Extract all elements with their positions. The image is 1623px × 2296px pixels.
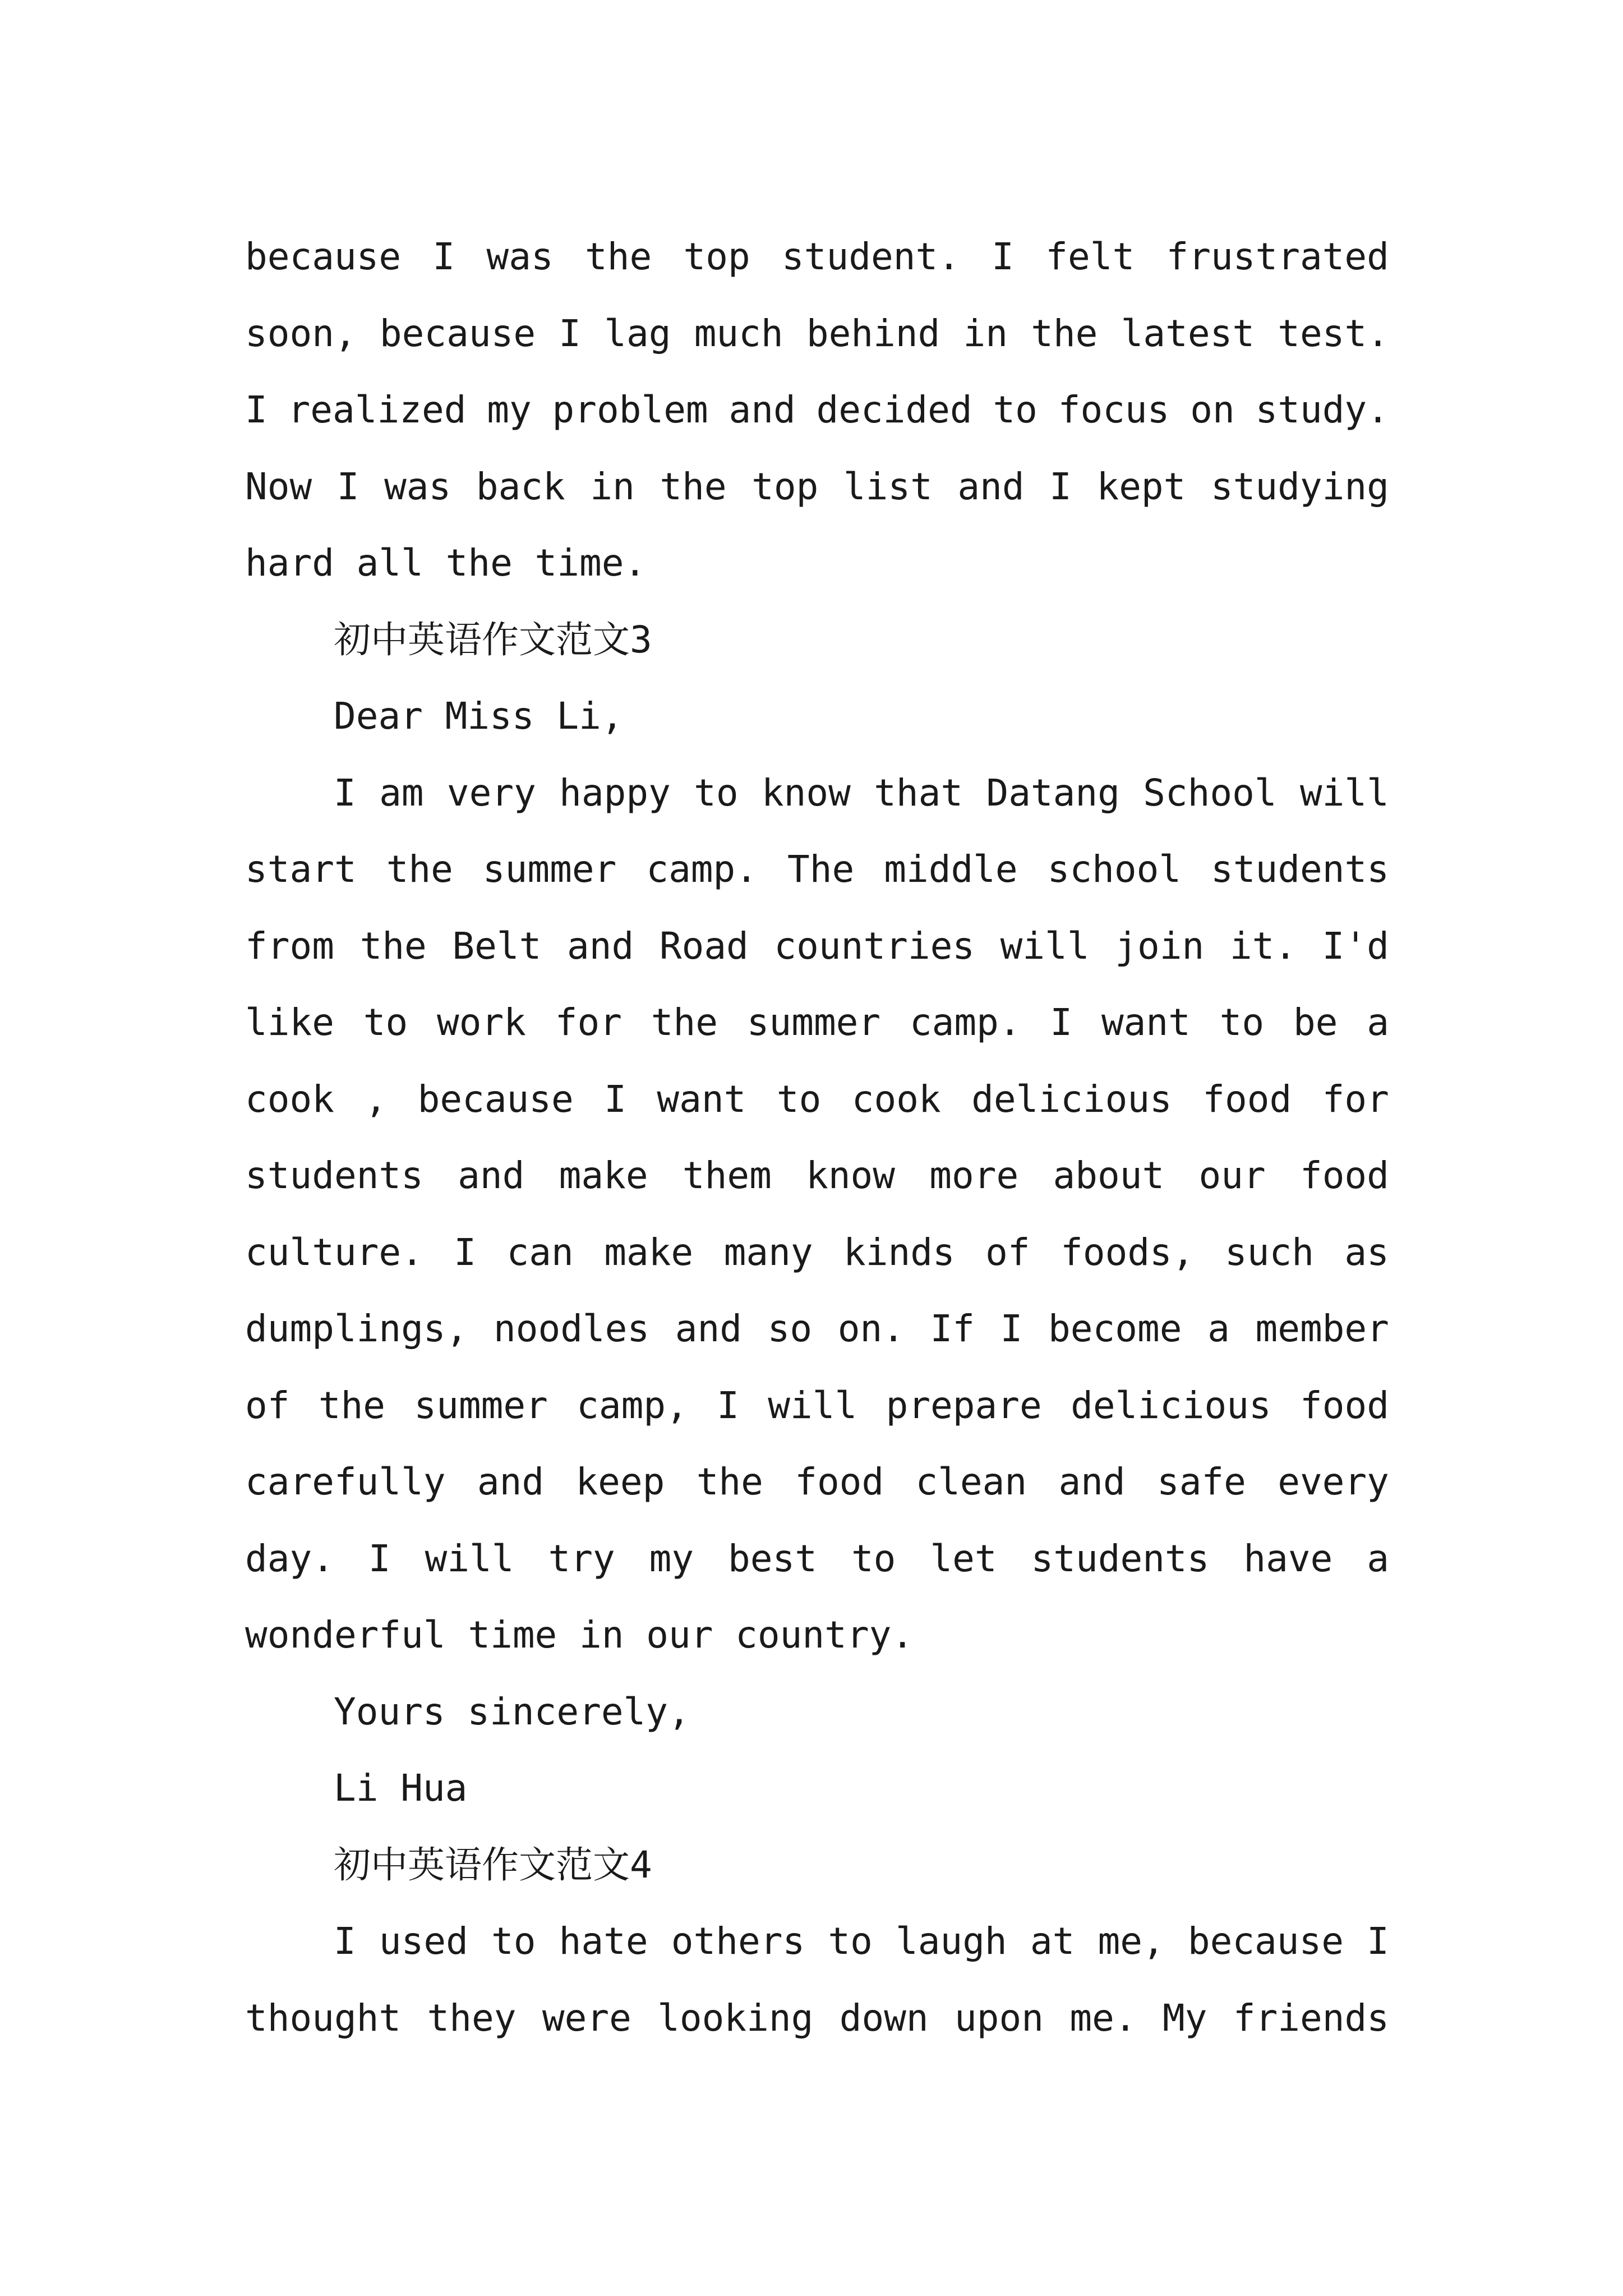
word: my xyxy=(487,388,532,431)
word: friends xyxy=(1233,1996,1389,2040)
text-line xyxy=(245,1214,1389,1291)
text-line xyxy=(245,449,1389,526)
word: join xyxy=(1115,924,1205,968)
word: make xyxy=(559,1154,648,1197)
word: the xyxy=(359,924,427,968)
word: will xyxy=(768,1383,857,1427)
word: start xyxy=(245,848,357,891)
word: I xyxy=(559,311,582,355)
word: on xyxy=(1190,388,1235,431)
word: kept xyxy=(1096,464,1186,508)
word: I xyxy=(432,235,455,278)
word: for xyxy=(1322,1077,1389,1121)
word: best xyxy=(728,1536,817,1580)
word: from xyxy=(245,924,334,968)
word: on. xyxy=(837,1307,905,1350)
word: frustrated xyxy=(1166,235,1389,278)
word: the xyxy=(585,235,652,278)
word: and xyxy=(957,464,1025,508)
word: to xyxy=(363,1001,408,1044)
word: to xyxy=(776,1077,822,1121)
word: others xyxy=(671,1920,805,1963)
word: test. xyxy=(1278,311,1389,355)
word: list xyxy=(843,464,933,508)
word: I xyxy=(245,388,268,431)
word: more xyxy=(929,1154,1019,1197)
word: , xyxy=(365,1077,388,1121)
word: School xyxy=(1143,771,1277,815)
text-line xyxy=(245,1521,1389,1598)
word: upon xyxy=(955,1996,1044,2040)
word: top xyxy=(683,235,750,278)
text-line: hard all the time. xyxy=(245,541,647,585)
word: such xyxy=(1224,1230,1314,1274)
letter-closing: Yours sincerely, xyxy=(334,1690,690,1733)
section-heading: 初中英语作文范文3 xyxy=(334,618,652,661)
word: have xyxy=(1243,1536,1333,1580)
text-line xyxy=(245,1368,1389,1444)
word: many xyxy=(723,1230,813,1274)
word: because xyxy=(417,1077,574,1121)
document-body xyxy=(245,219,1389,2056)
word: am xyxy=(379,771,424,815)
word: Road xyxy=(659,924,749,968)
word: used xyxy=(379,1920,468,1963)
word: know xyxy=(761,771,851,815)
word: lag xyxy=(604,311,671,355)
letter-signature: Li Hua xyxy=(334,1766,468,1810)
word: student. xyxy=(782,235,960,278)
word: soon, xyxy=(245,311,357,355)
word: safe xyxy=(1156,1460,1246,1503)
word: summer xyxy=(414,1383,548,1427)
word: thought xyxy=(245,1996,402,2040)
word: students xyxy=(1031,1536,1210,1580)
text-line xyxy=(245,755,1389,832)
word: become xyxy=(1048,1307,1182,1350)
word: decided xyxy=(816,388,972,431)
word: member xyxy=(1255,1307,1389,1350)
word: studying xyxy=(1210,464,1389,508)
word: kinds xyxy=(843,1230,955,1274)
text-line xyxy=(245,984,1389,1061)
word: Datang xyxy=(986,771,1120,815)
word: latest xyxy=(1121,311,1255,355)
word: hate xyxy=(559,1920,648,1963)
word: students xyxy=(1211,848,1389,891)
word: delicious xyxy=(1071,1383,1271,1427)
word: the xyxy=(660,464,727,508)
word: it. xyxy=(1229,924,1297,968)
word: will xyxy=(1299,771,1389,815)
word: I xyxy=(334,1920,356,1963)
word: middle xyxy=(884,848,1018,891)
word: I xyxy=(336,464,359,508)
text-line xyxy=(245,219,1389,296)
word: the xyxy=(386,848,453,891)
word: to xyxy=(1219,1001,1265,1044)
word: back xyxy=(476,464,565,508)
word: food xyxy=(795,1460,884,1503)
word: foods, xyxy=(1061,1230,1195,1274)
word: behind xyxy=(806,311,940,355)
word: dumplings, xyxy=(245,1307,468,1350)
word: be xyxy=(1293,1001,1338,1044)
word: Belt xyxy=(452,924,542,968)
word: and xyxy=(458,1154,525,1197)
word: summer xyxy=(746,1001,881,1044)
word: work xyxy=(437,1001,526,1044)
word: them xyxy=(682,1154,772,1197)
word: because xyxy=(245,235,402,278)
word: let xyxy=(930,1536,997,1580)
word: I xyxy=(454,1230,477,1274)
section-heading: 初中英语作文范文4 xyxy=(334,1843,652,1887)
word: so xyxy=(767,1307,813,1350)
text-line xyxy=(245,1903,1389,1980)
word: Now xyxy=(245,464,312,508)
text-line xyxy=(245,1291,1389,1368)
word: the xyxy=(1031,311,1098,355)
word: day. xyxy=(245,1536,334,1580)
word: I xyxy=(992,235,1014,278)
word: prepare xyxy=(886,1383,1042,1427)
text-line xyxy=(245,831,1389,908)
word: top xyxy=(751,464,819,508)
letter-greeting: Dear Miss Li, xyxy=(334,694,624,738)
text-line xyxy=(245,372,1389,449)
word: was xyxy=(486,235,554,278)
word: I'd xyxy=(1322,924,1389,968)
text-line xyxy=(245,1444,1389,1521)
word: keep xyxy=(575,1460,665,1503)
word: food xyxy=(1202,1077,1292,1121)
word: camp. xyxy=(646,848,758,891)
word: about xyxy=(1053,1154,1165,1197)
text-line xyxy=(245,908,1389,985)
word: My xyxy=(1162,1996,1207,2040)
word: our xyxy=(1198,1154,1266,1197)
word: felt xyxy=(1045,235,1135,278)
word: every xyxy=(1278,1460,1389,1503)
text-line xyxy=(245,296,1389,372)
word: food xyxy=(1300,1383,1389,1427)
word: as xyxy=(1344,1230,1389,1274)
word: want xyxy=(1101,1001,1191,1044)
word: and xyxy=(728,388,796,431)
word: I xyxy=(1049,464,1072,508)
word: food xyxy=(1299,1154,1389,1197)
word: and xyxy=(1058,1460,1126,1503)
word: in xyxy=(963,311,1008,355)
word: carefully xyxy=(245,1460,446,1503)
word: can xyxy=(506,1230,574,1274)
word: know xyxy=(806,1154,896,1197)
word: looking xyxy=(657,1996,814,2040)
word: of xyxy=(245,1383,290,1427)
word: my xyxy=(649,1536,694,1580)
word: cook xyxy=(245,1077,334,1121)
word: of xyxy=(985,1230,1030,1274)
word: focus xyxy=(1058,388,1170,431)
word: the xyxy=(696,1460,763,1503)
word: study. xyxy=(1255,388,1389,431)
word: happy xyxy=(559,771,671,815)
word: I xyxy=(1000,1307,1023,1350)
word: I xyxy=(1367,1920,1389,1963)
word: camp. xyxy=(909,1001,1021,1044)
word: I xyxy=(368,1536,391,1580)
word: countries xyxy=(774,924,975,968)
word: a xyxy=(1207,1307,1230,1350)
word: me. xyxy=(1069,1996,1137,2040)
word: school xyxy=(1047,848,1182,891)
word: like xyxy=(245,1001,334,1044)
word: to xyxy=(694,771,739,815)
word: a xyxy=(1367,1001,1389,1044)
word: and xyxy=(675,1307,742,1350)
word: I xyxy=(1050,1001,1073,1044)
word: in xyxy=(590,464,635,508)
word: they xyxy=(427,1996,517,2040)
word: because xyxy=(379,311,536,355)
word: laugh xyxy=(895,1920,1007,1963)
word: to xyxy=(828,1920,873,1963)
word: cook xyxy=(851,1077,941,1121)
word: very xyxy=(446,771,536,815)
word: If xyxy=(930,1307,975,1350)
text-line xyxy=(245,1138,1389,1214)
word: the xyxy=(318,1383,386,1427)
word: a xyxy=(1367,1536,1389,1580)
word: want xyxy=(657,1077,746,1121)
word: and xyxy=(477,1460,545,1503)
word: try xyxy=(548,1536,615,1580)
word: make xyxy=(604,1230,694,1274)
word: to xyxy=(851,1536,896,1580)
text-line xyxy=(245,1061,1389,1138)
word: summer xyxy=(482,848,617,891)
word: I xyxy=(717,1383,739,1427)
text-line xyxy=(245,1980,1389,2057)
word: noodles xyxy=(493,1307,650,1350)
word: The xyxy=(787,848,855,891)
word: problem xyxy=(552,388,708,431)
word: me, xyxy=(1098,1920,1165,1963)
word: down xyxy=(839,1996,929,2040)
word: because xyxy=(1187,1920,1344,1963)
word: culture. xyxy=(245,1230,423,1274)
word: were xyxy=(542,1996,631,2040)
word: delicious xyxy=(971,1077,1172,1121)
word: will xyxy=(425,1536,514,1580)
word: I xyxy=(604,1077,626,1121)
word: to xyxy=(993,388,1038,431)
word: the xyxy=(651,1001,718,1044)
word: that xyxy=(874,771,963,815)
word: for xyxy=(555,1001,622,1044)
word: much xyxy=(694,311,783,355)
word: was xyxy=(384,464,451,508)
word: I xyxy=(334,771,356,815)
word: will xyxy=(1000,924,1090,968)
word: to xyxy=(491,1920,536,1963)
word: students xyxy=(245,1154,423,1197)
word: clean xyxy=(915,1460,1027,1503)
text-line: wonderful time in our country. xyxy=(245,1613,914,1657)
word: realized xyxy=(288,388,467,431)
word: camp, xyxy=(577,1383,688,1427)
word: at xyxy=(1030,1920,1075,1963)
word: and xyxy=(567,924,634,968)
